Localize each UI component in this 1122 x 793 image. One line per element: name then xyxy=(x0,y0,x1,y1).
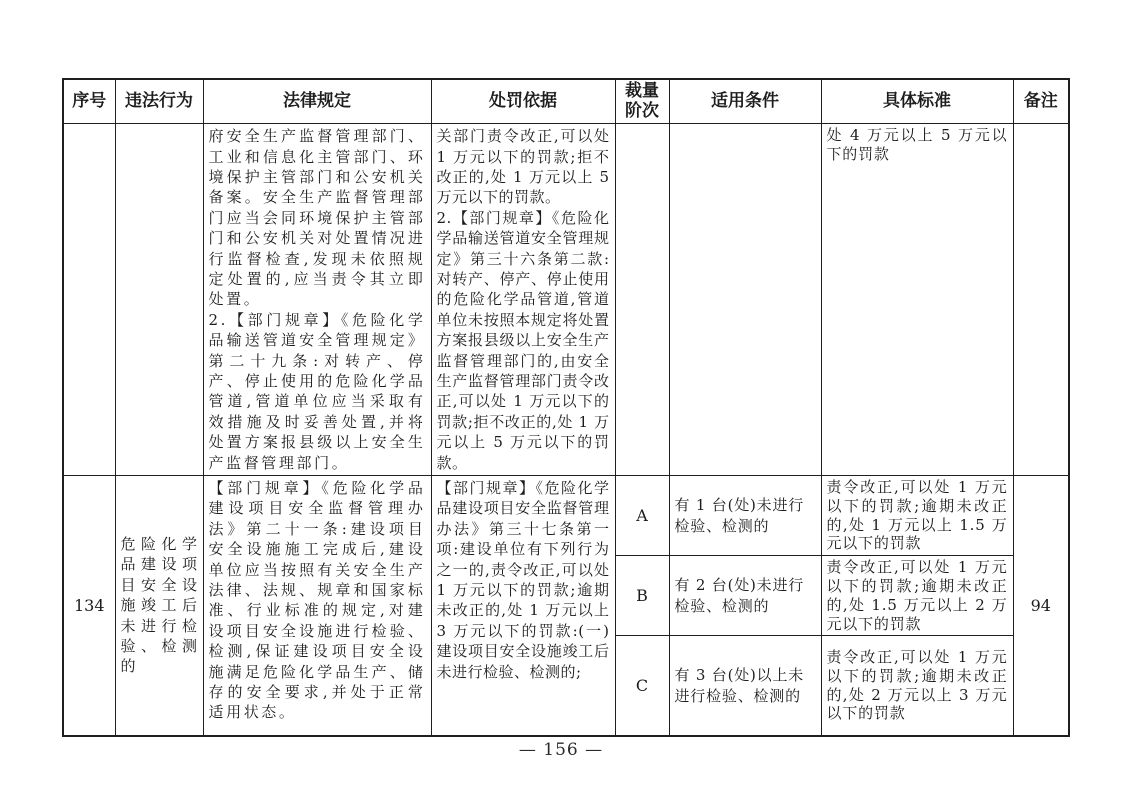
header-remark: 备注 xyxy=(1013,79,1069,124)
tier-level-letter: B xyxy=(636,586,648,606)
cell-tier-level-c xyxy=(615,636,669,736)
cell-violation xyxy=(115,476,203,736)
cell-remark xyxy=(1013,476,1069,736)
specific-standard-text: 处 4 万元以上 5 万元以下的罚款 xyxy=(826,126,1008,163)
cell-penalty-basis xyxy=(431,476,615,736)
standard-text: 责令改正,可以处 1 万元以下的罚款;逾期未改正的,处 1 万元以上 1.5 万元以下的罚款 xyxy=(826,478,1008,553)
penalty-basis-paragraph: 2.【部门规章】《危险化学品输送管道安全管理规定》第三十六条第二款:对转产、停产、停止使用的危险化学品管道,管道单位未按照本规定将处置方案报县级以上安全生产监督管理部门的,由安全生产监督管理部门责令改正,可以处 1 万元以下的罚款;拒不改正的,处 1 万元以上 5 万元以下的罚款。 xyxy=(436,208,610,472)
page-number: — 156 — xyxy=(518,740,604,760)
penalty-standards-table xyxy=(62,78,1070,737)
cell-tier-level-empty xyxy=(615,124,669,476)
cell-violation-empty xyxy=(115,124,203,476)
cell-condition-b xyxy=(669,556,821,636)
cell-tier-level-a xyxy=(615,476,669,556)
cell-condition-a xyxy=(669,476,821,556)
penalty-basis-text: 【部门规章】《危险化学品建设项目安全监督管理办法》第三十七条第一项:建设单位有下列行为之一的,责令改正,可以处 1 万元以下的罚款;逾期未改正的,处 1 万元以上 3 万元以下的罚款:(一)建设项目安全设施竣工后未进行检验、检测的; xyxy=(436,479,610,681)
header-violation: 违法行为 xyxy=(115,79,203,124)
cell-legal-provision xyxy=(203,476,431,736)
header-penalty-basis: 处罚依据 xyxy=(431,79,615,124)
cell-serial xyxy=(63,476,115,736)
condition-text: 有 1 台(处)未进行检验、检测的 xyxy=(674,496,805,535)
cell-condition-c xyxy=(669,636,821,736)
cell-remark-empty xyxy=(1013,124,1069,476)
violation-text: 危险化学品建设项目安全设施竣工后未进行检验、检测的 xyxy=(120,535,198,676)
serial-number: 134 xyxy=(73,595,105,615)
header-standard: 具体标准 xyxy=(821,79,1013,124)
header-legal-provision: 法律规定 xyxy=(203,79,431,124)
legal-provision-paragraph: 府安全生产监督管理部门、工业和信息化主管部门、环境保护主管部门和公安机关备案。安全生产监督管理部门应当会同环境保护主管部门和公安机关对处置情况进行监督检查,发现未依照规定处置的,应当责令其立即处置。 xyxy=(208,127,426,309)
cell-serial-empty xyxy=(63,124,115,476)
legal-provision-text: 【部门规章】《危险化学品建设项目安全监督管理办法》第二十一条:建设项目安全设施施工完成后,建设单位应当按照有关安全生产法律、法规、规章和国家标准、行业标准的规定,对建设项目安全设施进行检验、检测,保证建设项目安全设施满足危险化学品生产、储存的安全要求,并处于正常适用状态。 xyxy=(208,479,426,722)
tier-level-letter: C xyxy=(635,676,649,696)
cell-legal-provision xyxy=(203,124,431,476)
condition-text: 有 2 台(处)未进行检验、检测的 xyxy=(674,576,805,615)
tier-level-letter: A xyxy=(636,506,648,525)
legal-provision-paragraph: 2.【部门规章】《危险化学品输送管道安全管理规定》第二十九条:对转产、停产、停止使用的危险化学品管道,管道单位应当采取有效措施及时妥善处置,并将处置方案报县级以上安全生产监督管理部门。 xyxy=(208,310,426,472)
cell-condition-empty xyxy=(669,124,821,476)
header-serial: 序号 xyxy=(63,79,115,124)
cell-standard-a xyxy=(821,476,1013,556)
standard-text: 责令改正,可以处 1 万元以下的罚款;逾期未改正的,处 1.5 万元以上 2 万元以下的罚款 xyxy=(826,558,1008,633)
header-tier-level: 裁量阶次 xyxy=(615,79,669,124)
table-row-continuation xyxy=(63,124,1069,476)
header-condition: 适用条件 xyxy=(669,79,821,124)
remark-number: 94 xyxy=(1030,595,1051,615)
standard-text: 责令改正,可以处 1 万元以下的罚款;逾期未改正的,处 2 万元以上 3 万元以下的罚款 xyxy=(826,648,1008,723)
cell-standard-c xyxy=(821,636,1013,736)
condition-text: 有 3 台(处)以上未进行检验、检测的 xyxy=(674,666,805,705)
cell-standard-b xyxy=(821,556,1013,636)
header-row xyxy=(63,79,1069,124)
penalty-basis-paragraph: 关部门责令改正,可以处 1 万元以下的罚款;拒不改正的,处 1 万元以上 5 万元以下的罚款。 xyxy=(436,127,610,207)
table-row-134-tier-a xyxy=(63,476,1069,556)
cell-tier-level-b xyxy=(615,556,669,636)
cell-penalty-basis xyxy=(431,124,615,476)
cell-specific-standard xyxy=(821,124,1013,476)
